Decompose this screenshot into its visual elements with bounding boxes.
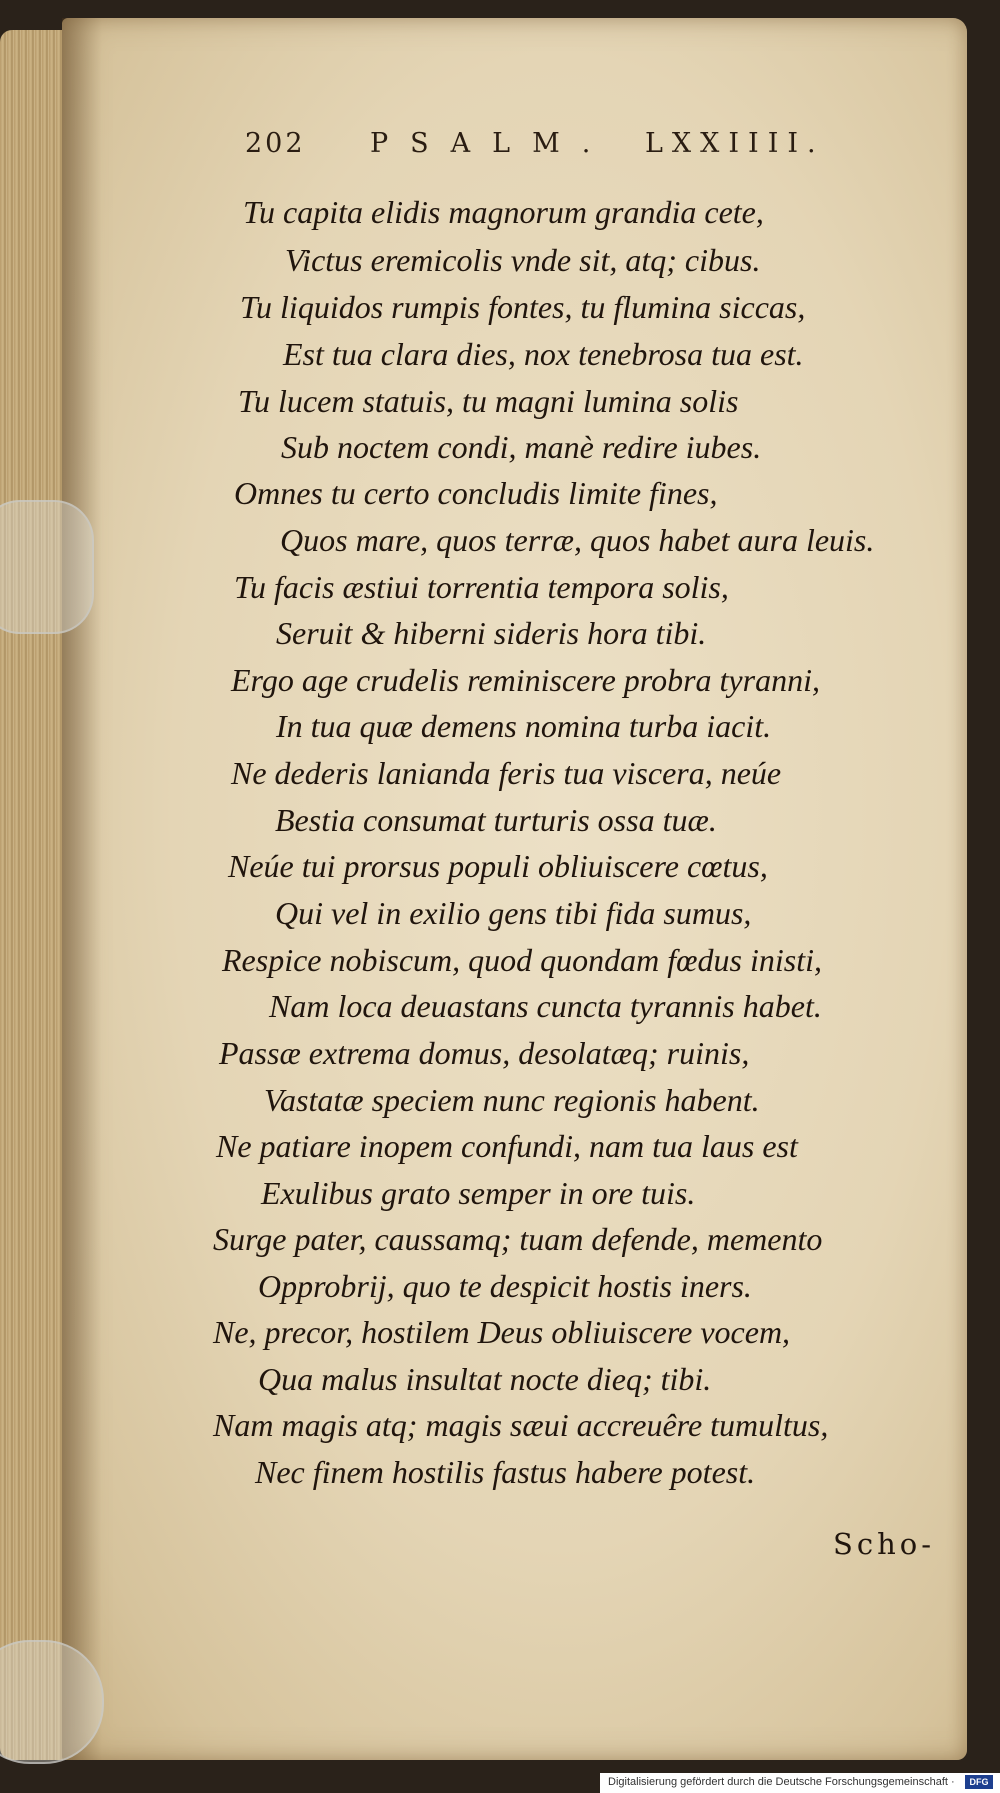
verse-line: Ne, precor, hostilem Deus obliuiscere vocem, — [213, 1314, 791, 1350]
dfg-logo-icon: DFG — [965, 1775, 993, 1789]
verse-line: Bestia consumat turturis ossa tuæ. — [275, 802, 717, 838]
verse-line: Tu capita elidis magnorum grandia cete, — [243, 194, 764, 230]
footer-credit: Digitalisierung gefördert durch die Deutsche Forschungsgemeinschaft · — [608, 1776, 955, 1788]
verse-line: Respice nobiscum, quod quondam fœdus inisti, — [222, 942, 822, 978]
verse-line: Omnes tu certo concludis limite fines, — [234, 475, 718, 511]
running-title: PSALM. — [370, 128, 613, 159]
gutter-shadow — [62, 18, 102, 1760]
verse-line: Ne dederis lanianda feris tua viscera, neúe — [231, 755, 782, 791]
psalm-number: LXXIIII. — [645, 128, 825, 159]
verse-line: Ne patiare inopem confundi, nam tua laus est — [216, 1128, 798, 1164]
verse-line: Passæ extrema domus, desolatæq; ruinis, — [219, 1035, 750, 1071]
verse-line: Est tua clara dies, nox tenebrosa tua est. — [283, 336, 804, 372]
verse-line: Nam magis atq; magis sæui accreuêre tumultus, — [213, 1407, 829, 1443]
verse-line: Victus eremicolis vnde sit, atq; cibus. — [285, 242, 761, 278]
verse-line: Tu lucem statuis, tu magni lumina solis — [238, 383, 739, 419]
verse-line: Tu liquidos rumpis fontes, tu flumina siccas, — [240, 289, 806, 325]
verse-line: Sub noctem condi, manè redire iubes. — [281, 429, 762, 465]
verse-line: Quos mare, quos terræ, quos habet aura leuis. — [280, 522, 875, 558]
verse-line: Exulibus grato semper in ore tuis. — [261, 1175, 696, 1211]
verse-line: Ergo age crudelis reminiscere probra tyranni, — [231, 662, 820, 698]
page-number: 202 — [245, 128, 306, 159]
page-clip-top — [0, 500, 94, 634]
verse-line: Neúe tui prorsus populi obliuiscere cœtus, — [228, 848, 768, 884]
verse-line: Qui vel in exilio gens tibi fida sumus, — [275, 895, 752, 931]
verse-line: Tu facis æstiui torrentia tempora solis, — [234, 569, 729, 605]
verse-line: Surge pater, caussamq; tuam defende, memento — [213, 1221, 823, 1257]
verse-line: Nam loca deuastans cuncta tyrannis habet. — [269, 988, 822, 1024]
verse-line: Qua malus insultat nocte dieq; tibi. — [258, 1361, 712, 1397]
verse-line: Nec finem hostilis fastus habere potest. — [255, 1454, 756, 1490]
running-head — [245, 128, 895, 168]
verse-line: Seruit & hiberni sideris hora tibi. — [276, 615, 707, 651]
catchword: Scho- — [833, 1527, 936, 1561]
verse-line: Opprobrij, quo te despicit hostis iners. — [258, 1268, 752, 1304]
verse-line: Vastatæ speciem nunc regionis habent. — [264, 1082, 760, 1118]
verse-line: In tua quæ demens nomina turba iacit. — [276, 708, 772, 744]
